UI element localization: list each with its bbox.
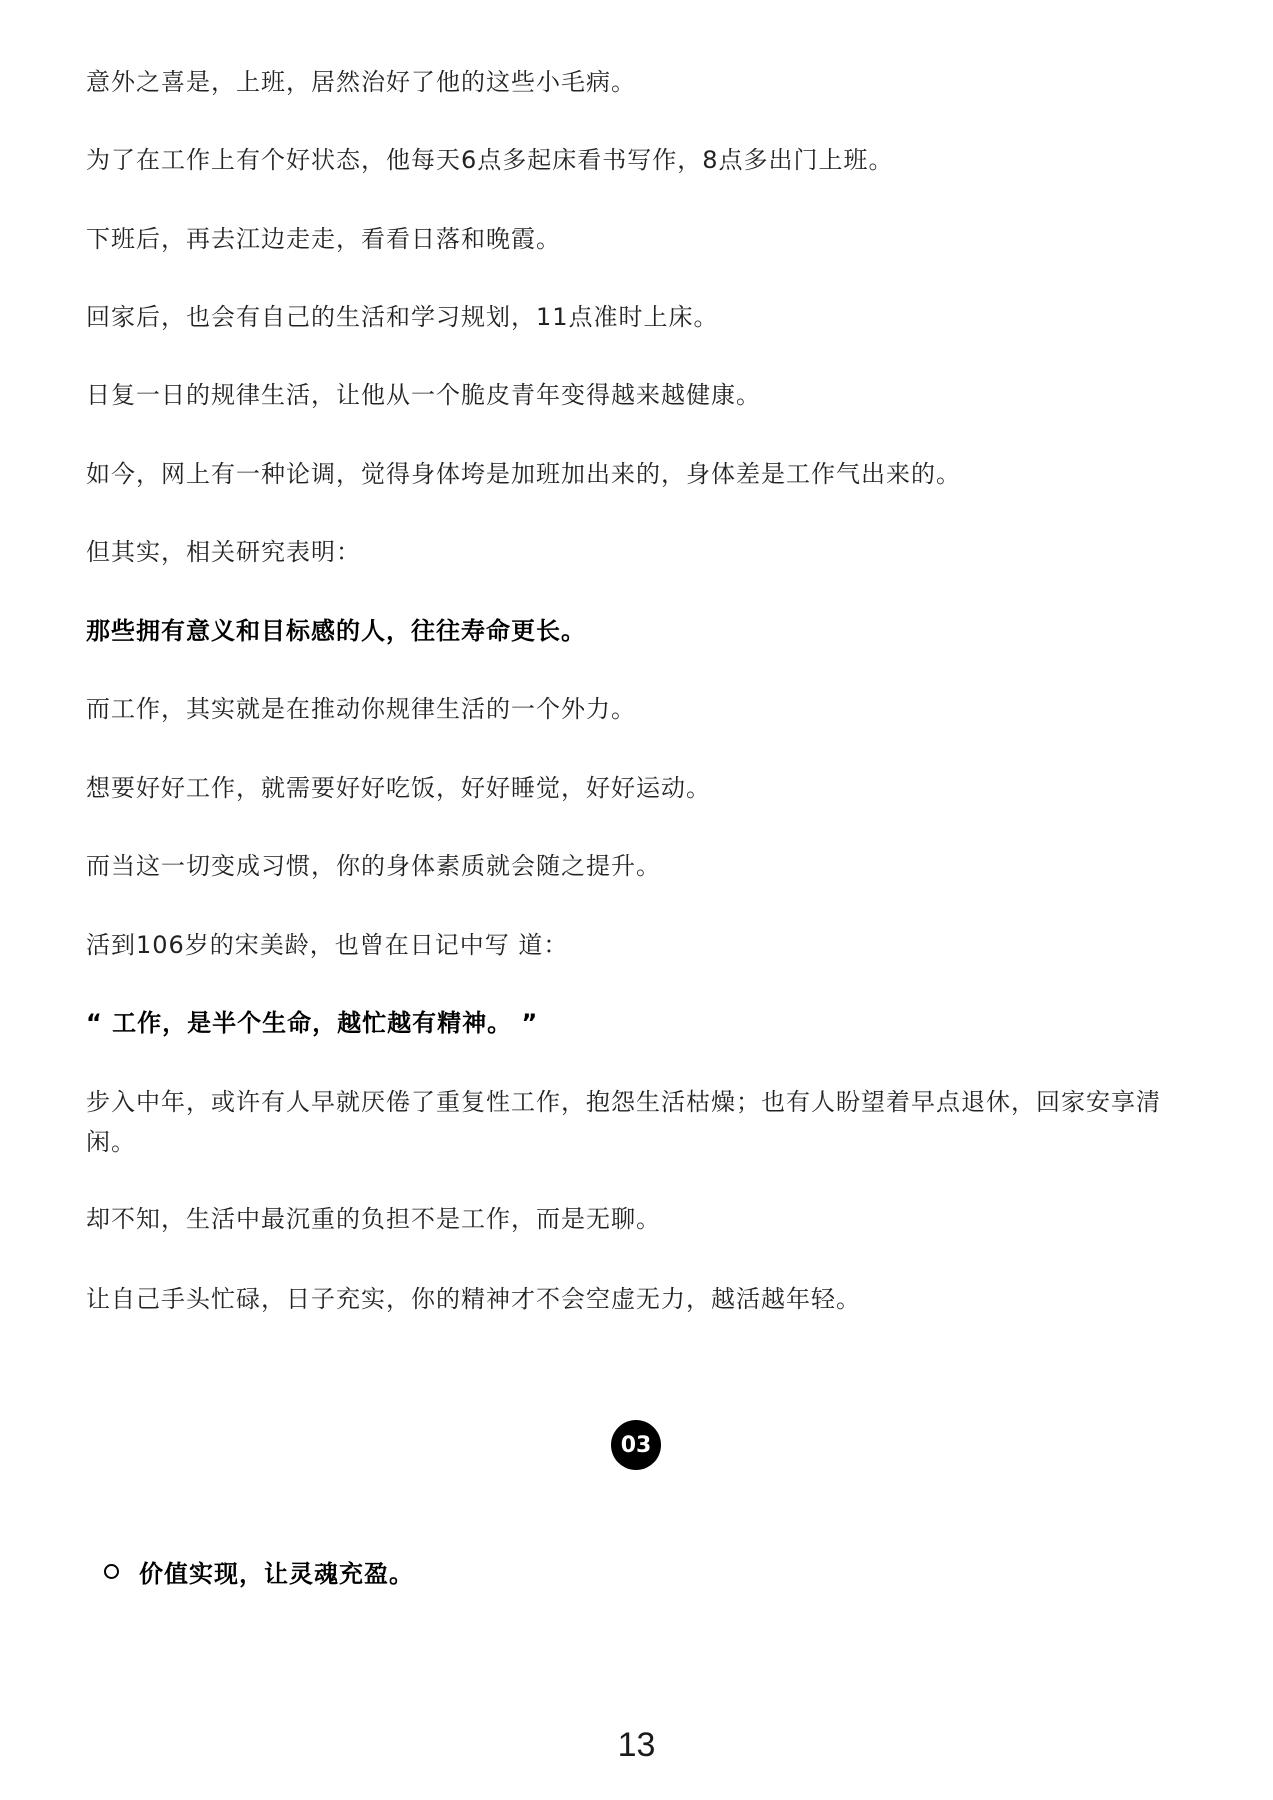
highlight-statement: 那些拥有意义和目标感的人，往往寿命更长。 [86, 617, 586, 645]
section-heading-text: 价值实现，让灵魂充盈。 [139, 1560, 414, 1588]
paragraph-11: 而当这一切变成习惯，你的身体素质就会随之提升。 [86, 852, 661, 880]
paragraph-9: 而工作，其实就是在推动你规律生活的一个外力。 [86, 695, 636, 723]
paragraph-2: 为了在工作上有个好状态，他每天6点多起床看书写作，8点多出门上班。 [86, 146, 894, 174]
paragraph-16: 让自己手头忙碌，日子充实，你的精神才不会空虚无力，越活越年轻。 [86, 1285, 861, 1313]
paragraph-14: 步入中年，或许有人早就厌倦了重复性工作，抱怨生活枯燥；也有人盼望着早点退休，回家安享清闲。 [86, 1088, 1161, 1156]
paragraph-5: 日复一日的规律生活，让他从一个脆皮青年变得越来越健康。 [86, 381, 761, 409]
paragraph-3: 下班后，再去江边走走，看看日落和晚霞。 [86, 225, 561, 253]
quote-line: “ 工作，是半个生命，越忙越有精神。 ” [86, 1009, 539, 1037]
bullet-circle-icon [104, 1564, 119, 1579]
paragraph-4: 回家后，也会有自己的生活和学习规划，11点准时上床。 [86, 303, 719, 331]
paragraph-1: 意外之喜是，上班，居然治好了他的这些小毛病。 [86, 68, 636, 96]
paragraph-12: 活到106岁的宋美龄，也曾在日记中写 道： [86, 931, 569, 959]
paragraph-15: 却不知，生活中最沉重的负担不是工作，而是无聊。 [86, 1205, 661, 1233]
paragraph-6: 如今，网上有一种论调，觉得身体垮是加班加出来的，身体差是工作气出来的。 [86, 460, 961, 488]
section-number-badge: 03 [611, 1420, 661, 1470]
paragraph-10: 想要好好工作，就需要好好吃饭，好好睡觉，好好运动。 [86, 774, 711, 802]
paragraph-7: 但其实，相关研究表明： [86, 538, 361, 566]
section-heading [104, 1554, 414, 1589]
page-number: 13 [617, 1726, 656, 1764]
